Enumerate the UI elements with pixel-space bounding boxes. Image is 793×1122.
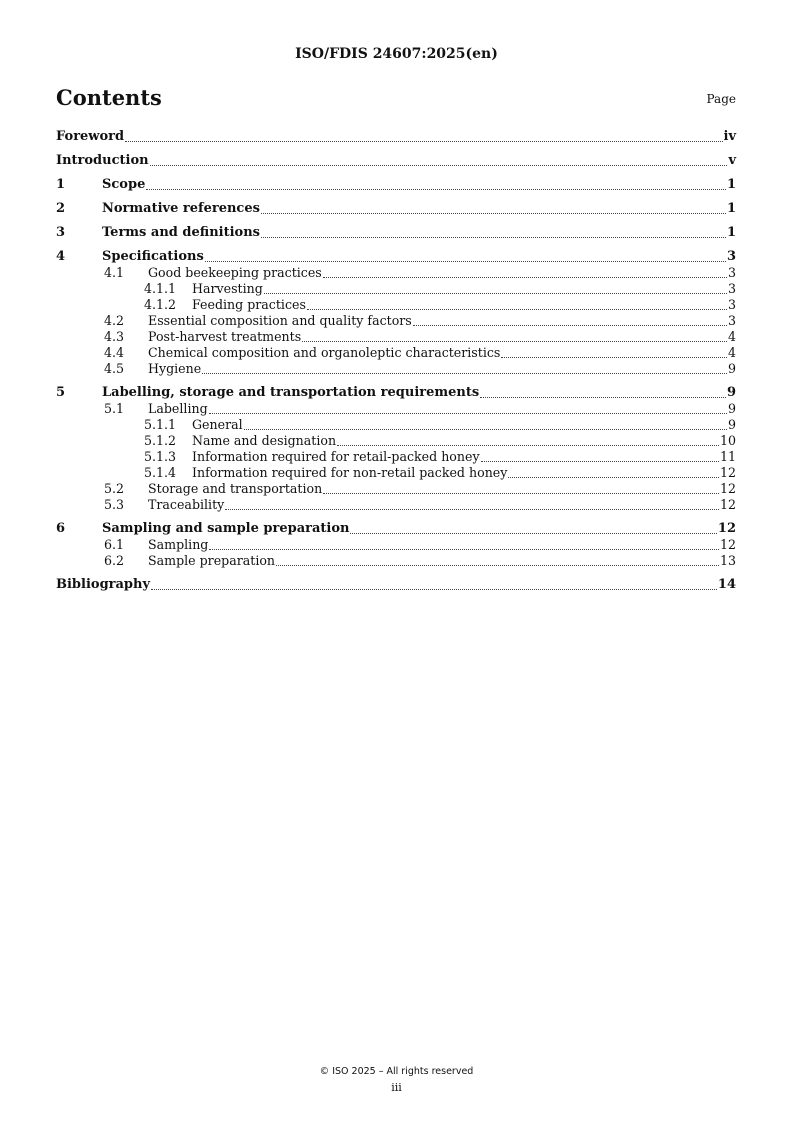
toc-entry-title[interactable]: Storage and transportation bbox=[148, 481, 323, 496]
toc-entry-title[interactable]: Information required for retail-packed honey bbox=[192, 449, 480, 464]
toc-entry-page: iv bbox=[723, 129, 736, 144]
toc-entry-number: 4 bbox=[56, 249, 66, 264]
dot-leader bbox=[307, 309, 727, 310]
dot-leader bbox=[350, 533, 716, 534]
toc-entry-title[interactable]: Information required for non-retail packed honey bbox=[192, 465, 508, 480]
toc-entry-page: 12 bbox=[719, 537, 736, 552]
toc-entry-title[interactable]: Feeding practices bbox=[192, 297, 306, 312]
toc-entry-title[interactable]: Scope bbox=[102, 177, 146, 192]
contents-heading: Contents bbox=[56, 85, 162, 110]
table-of-contents bbox=[56, 129, 736, 593]
toc-entry[interactable] bbox=[56, 385, 736, 401]
toc-entry-page: 3 bbox=[727, 313, 736, 328]
toc-entry-page: 12 bbox=[719, 465, 736, 480]
toc-entry[interactable] bbox=[56, 329, 736, 345]
dot-leader bbox=[225, 509, 719, 510]
dot-leader bbox=[209, 549, 719, 550]
toc-entry-title[interactable]: Name and designation bbox=[192, 433, 337, 448]
dot-leader bbox=[125, 141, 722, 142]
toc-entry-page: 9 bbox=[727, 361, 736, 376]
toc-entry[interactable] bbox=[56, 249, 736, 265]
toc-entry-page: 9 bbox=[727, 417, 736, 432]
toc-entry[interactable] bbox=[56, 177, 736, 193]
toc-entry-title[interactable]: Sampling and sample preparation bbox=[102, 521, 350, 536]
toc-entry[interactable] bbox=[56, 465, 736, 481]
toc-entry[interactable] bbox=[56, 537, 736, 553]
toc-entry-number: 1 bbox=[56, 177, 66, 192]
toc-entry-number: 4.1.2 bbox=[144, 297, 177, 312]
dot-leader bbox=[276, 565, 719, 566]
toc-entry-page: 4 bbox=[727, 329, 736, 344]
toc-entry[interactable] bbox=[56, 345, 736, 361]
dot-leader bbox=[205, 261, 726, 262]
toc-entry-page: 3 bbox=[727, 281, 736, 296]
toc-entry-title[interactable]: General bbox=[192, 417, 243, 432]
toc-entry-title[interactable]: Chemical composition and organoleptic characteristics bbox=[148, 345, 501, 360]
toc-entry-title[interactable]: Terms and definitions bbox=[102, 225, 260, 240]
dot-leader bbox=[302, 341, 727, 342]
dot-leader bbox=[150, 165, 728, 166]
dot-leader bbox=[481, 461, 719, 462]
toc-entry-page: 13 bbox=[719, 553, 736, 568]
dot-leader bbox=[323, 277, 727, 278]
dot-leader bbox=[261, 213, 726, 214]
dot-leader bbox=[264, 293, 727, 294]
toc-entry-page: 14 bbox=[717, 577, 736, 592]
dot-leader bbox=[508, 477, 719, 478]
toc-entry-title[interactable]: Harvesting bbox=[192, 281, 263, 296]
toc-entry-number: 5.1.3 bbox=[144, 449, 177, 464]
toc-entry-number: 6.1 bbox=[104, 537, 125, 552]
toc-entry[interactable] bbox=[56, 577, 736, 593]
toc-entry-title[interactable]: Specifications bbox=[102, 249, 204, 264]
toc-entry-number: 5.1.4 bbox=[144, 465, 177, 480]
toc-entry-page: 3 bbox=[727, 297, 736, 312]
dot-leader bbox=[413, 325, 727, 326]
toc-entry-number: 6.2 bbox=[104, 553, 125, 568]
toc-entry-number: 5.2 bbox=[104, 481, 125, 496]
toc-entry-page: 12 bbox=[717, 521, 736, 536]
toc-entry-page: 1 bbox=[726, 177, 736, 192]
toc-entry-number: 4.4 bbox=[104, 345, 125, 360]
toc-entry-title[interactable]: Foreword bbox=[56, 129, 125, 144]
page-column-label: Page bbox=[706, 92, 736, 106]
toc-entry[interactable] bbox=[56, 481, 736, 497]
copyright-notice: © ISO 2025 – All rights reserved bbox=[319, 1066, 474, 1077]
toc-entry[interactable] bbox=[56, 129, 736, 145]
toc-entry[interactable] bbox=[56, 281, 736, 297]
toc-entry[interactable] bbox=[56, 313, 736, 329]
dot-leader bbox=[202, 373, 727, 374]
dot-leader bbox=[209, 413, 727, 414]
toc-entry[interactable] bbox=[56, 153, 736, 169]
toc-entry-title[interactable]: Introduction bbox=[56, 153, 149, 168]
toc-entry-number: 5.1 bbox=[104, 401, 125, 416]
toc-entry-number: 5.3 bbox=[104, 497, 125, 512]
dot-leader bbox=[480, 397, 726, 398]
toc-entry[interactable] bbox=[56, 361, 736, 377]
toc-entry[interactable] bbox=[56, 497, 736, 513]
toc-entry-page: 9 bbox=[726, 385, 736, 400]
toc-entry[interactable] bbox=[56, 449, 736, 465]
toc-entry-title[interactable]: Essential composition and quality factors bbox=[148, 313, 412, 328]
toc-entry-number: 6 bbox=[56, 521, 66, 536]
toc-entry-page: 3 bbox=[726, 249, 736, 264]
toc-entry-title[interactable]: Hygiene bbox=[148, 361, 202, 376]
toc-entry-title[interactable]: Normative references bbox=[102, 201, 260, 216]
toc-entry-page: 11 bbox=[719, 449, 736, 464]
toc-entry-number: 4.2 bbox=[104, 313, 125, 328]
toc-entry-page: 9 bbox=[727, 401, 736, 416]
toc-entry[interactable] bbox=[56, 553, 736, 569]
toc-entry[interactable] bbox=[56, 297, 736, 313]
toc-entry-number: 2 bbox=[56, 201, 66, 216]
document-id-header: ISO/FDIS 24607:2025(en) bbox=[295, 46, 498, 62]
toc-entry-title[interactable]: Sampling bbox=[148, 537, 209, 552]
dot-leader bbox=[151, 589, 717, 590]
toc-entry[interactable] bbox=[56, 265, 736, 281]
toc-entry-title[interactable]: Bibliography bbox=[56, 577, 151, 592]
toc-entry[interactable] bbox=[56, 417, 736, 433]
toc-entry-page: 12 bbox=[719, 497, 736, 512]
toc-entry-title[interactable]: Labelling bbox=[148, 401, 208, 416]
toc-entry-page: 1 bbox=[726, 225, 736, 240]
toc-entry-page: 10 bbox=[719, 433, 736, 448]
toc-entry-title[interactable]: Good beekeeping practices bbox=[148, 265, 322, 280]
toc-entry-page: 4 bbox=[727, 345, 736, 360]
toc-entry-number: 5.1.1 bbox=[144, 417, 177, 432]
dot-leader bbox=[337, 445, 719, 446]
toc-entry-number: 4.1.1 bbox=[144, 281, 177, 296]
toc-entry-page: v bbox=[728, 153, 736, 168]
page-number: iii bbox=[391, 1081, 402, 1094]
toc-entry-title[interactable]: Labelling, storage and transportation requirements bbox=[102, 385, 480, 400]
toc-entry-number: 5.1.2 bbox=[144, 433, 177, 448]
toc-entry-title[interactable]: Sample preparation bbox=[148, 553, 276, 568]
dot-leader bbox=[323, 493, 719, 494]
toc-entry-page: 1 bbox=[726, 201, 736, 216]
toc-entry[interactable] bbox=[56, 433, 736, 449]
toc-entry[interactable] bbox=[56, 201, 736, 217]
page-footer bbox=[0, 1066, 793, 1094]
toc-entry-number: 3 bbox=[56, 225, 66, 240]
toc-entry-page: 3 bbox=[727, 265, 736, 280]
toc-entry-page: 12 bbox=[719, 481, 736, 496]
toc-entry-number: 5 bbox=[56, 385, 66, 400]
toc-entry[interactable] bbox=[56, 521, 736, 537]
dot-leader bbox=[146, 189, 726, 190]
dot-leader bbox=[244, 429, 727, 430]
dot-leader bbox=[501, 357, 727, 358]
toc-entry[interactable] bbox=[56, 225, 736, 241]
dot-leader bbox=[261, 237, 726, 238]
toc-entry-number: 4.5 bbox=[104, 361, 125, 376]
toc-entry-title[interactable]: Post-harvest treatments bbox=[148, 329, 302, 344]
toc-entry[interactable] bbox=[56, 401, 736, 417]
toc-entry-title[interactable]: Traceability bbox=[148, 497, 225, 512]
toc-entry-number: 4.1 bbox=[104, 265, 125, 280]
toc-entry-number: 4.3 bbox=[104, 329, 125, 344]
